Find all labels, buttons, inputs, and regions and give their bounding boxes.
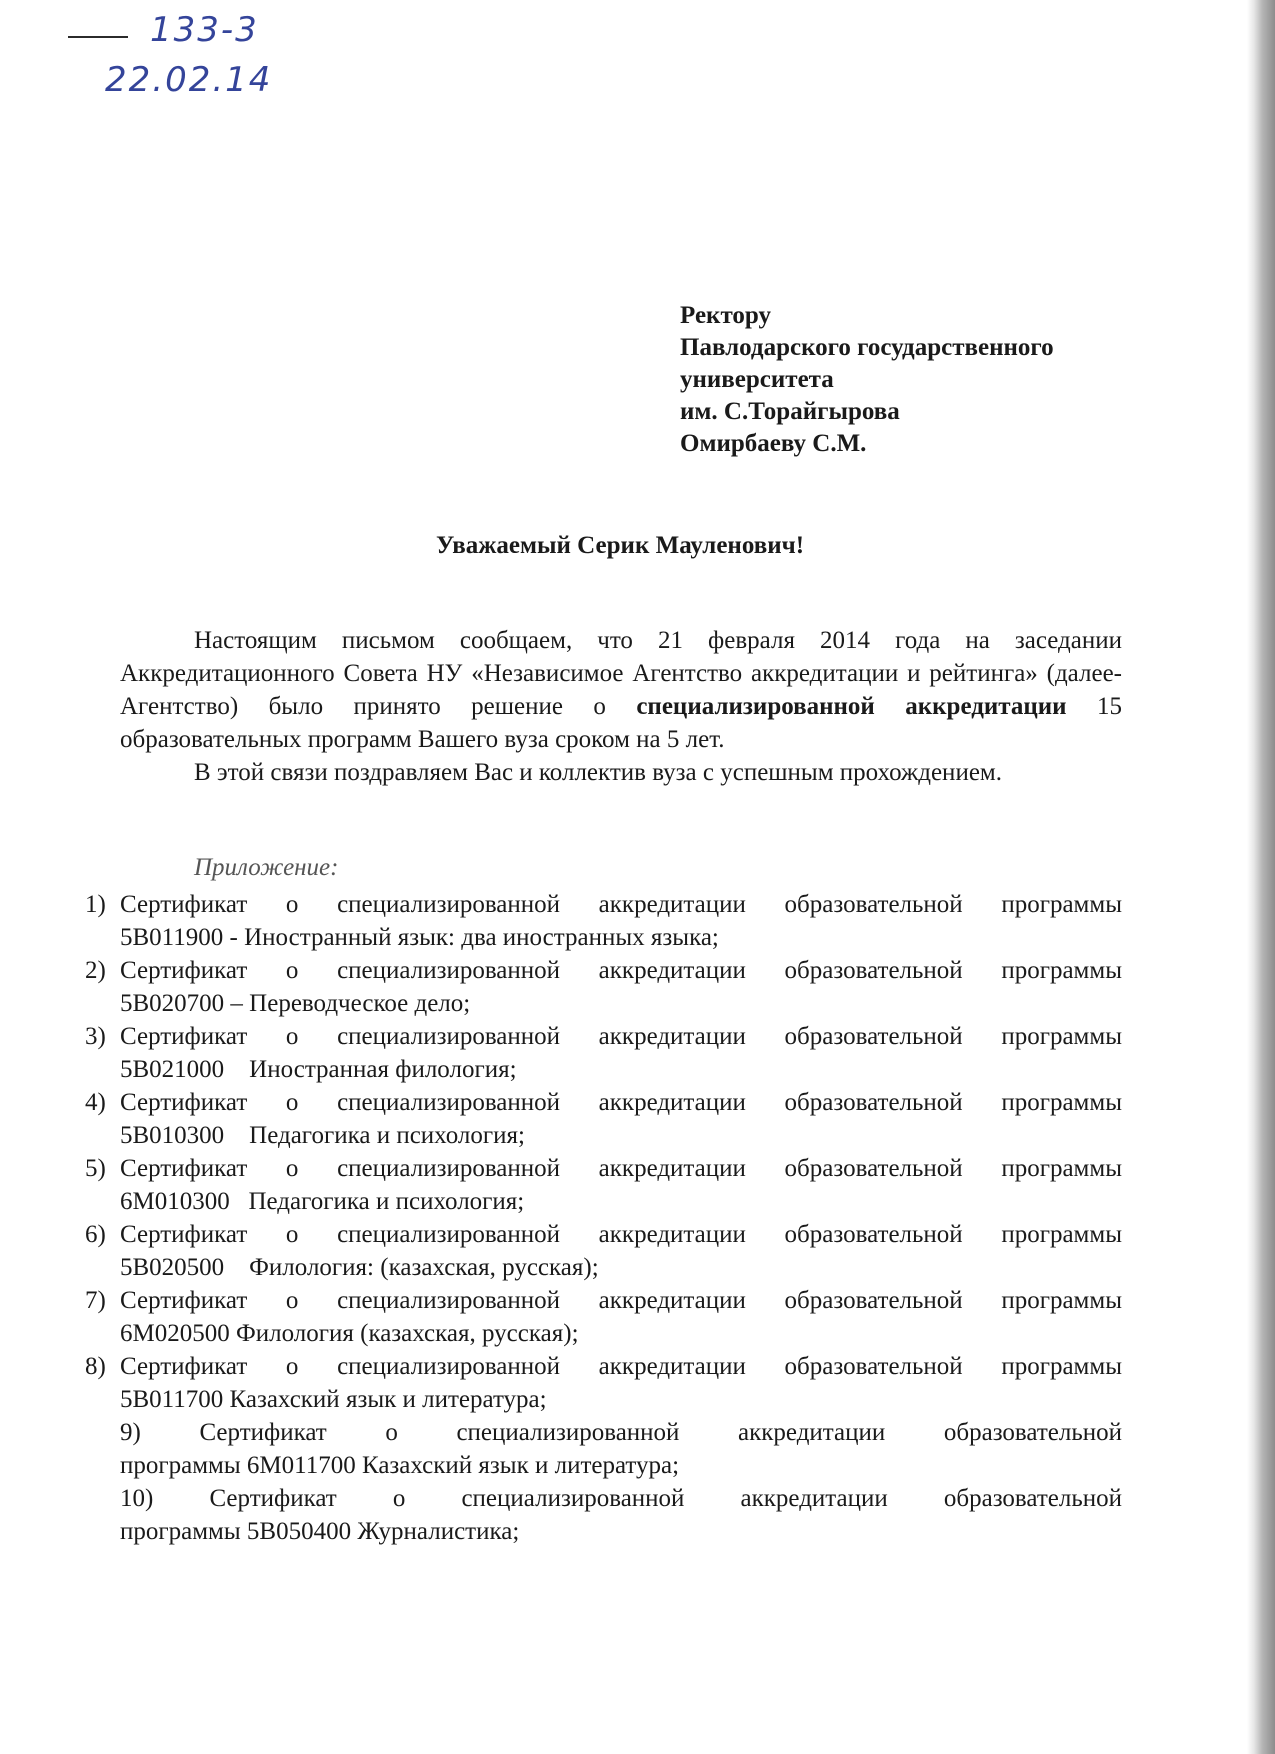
salutation: Уважаемый Серик Мауленович!	[435, 532, 805, 559]
list-item-number: 3)	[85, 1023, 106, 1050]
list-item-number: 5)	[85, 1155, 106, 1182]
list-item-text	[120, 1350, 1122, 1416]
list-item-text	[120, 1086, 1122, 1152]
paragraph-congratulation: В этой связи поздравляем Вас и коллектив вуза с успешным прохождением.	[194, 759, 1002, 786]
list-item-line: Сертификат о специализированной аккредитации образовательной программы	[120, 1221, 1122, 1248]
list-item-line: Сертификат о специализированной аккредитации образовательной программы	[120, 1353, 1122, 1380]
list-item	[0, 1218, 1275, 1284]
list-item-text	[120, 954, 1122, 1020]
list-item-line: 6М010300 Педагогика и психология;	[120, 1188, 525, 1215]
list-item-line: 6М020500 Филология (казахская, русская);	[120, 1320, 579, 1347]
list-item-line: 5В020700 – Переводческое дело;	[120, 990, 471, 1017]
list-item-text	[120, 1152, 1122, 1218]
list-item	[0, 954, 1275, 1020]
list-item-line: 5В010300 Педагогика и психология;	[120, 1122, 525, 1149]
appendix-title: Приложение:	[194, 854, 339, 881]
list-item-line-text: Сертификат о специализированной аккредитации образовательной	[199, 1419, 1123, 1446]
handwritten-date: 22.02.14	[105, 60, 273, 100]
list-item-number: 4)	[85, 1089, 106, 1116]
list-item	[0, 1020, 1275, 1086]
paragraph-announcement	[120, 624, 1122, 756]
list-item-text	[120, 1482, 1122, 1548]
list-item-line: Сертификат о специализированной аккредитации образовательной программы	[120, 1089, 1122, 1116]
list-item-line-text: Сертификат о специализированной аккредитации образовательной	[209, 1485, 1123, 1512]
list-item-number: 1)	[85, 891, 106, 918]
addressee-block	[680, 300, 1054, 460]
list-item-line: 5В011900 - Иностранный язык: два иностранных языка;	[120, 924, 719, 951]
list-item-line: Сертификат о специализированной аккредитации образовательной программы	[120, 1155, 1122, 1182]
list-item-line: 5В021000 Иностранная филология;	[120, 1056, 517, 1083]
paragraph-text: Настоящим письмом сообщаем, что 21 февраля 2014 года на заседании Аккредитационного Совета НУ «Независимое Агентство аккредитации и рейтинга» (далее-Агентство) было принято решение о	[120, 627, 1122, 720]
addressee-line: Ректору	[680, 302, 771, 329]
list-item	[0, 1152, 1275, 1218]
list-item-line: 5В020500 Филология: (казахская, русская);	[120, 1254, 599, 1281]
list-item-number: 2)	[85, 957, 106, 984]
list-item-text	[120, 888, 1122, 954]
list-item-line: программы 6М011700 Казахский язык и литература;	[120, 1452, 680, 1479]
list-item-text	[120, 1284, 1122, 1350]
list-item-line	[120, 1416, 1122, 1449]
paragraph-text: 15 образовательных программ Вашего вуза сроком на 5 лет.	[120, 693, 1123, 753]
list-item	[0, 1482, 1275, 1548]
list-item-number: 10)	[120, 1485, 154, 1512]
list-item	[0, 1416, 1275, 1482]
list-item-line: Сертификат о специализированной аккредитации образовательной программы	[120, 1287, 1122, 1314]
list-item-line: Сертификат о специализированной аккредитации образовательной программы	[120, 891, 1122, 918]
addressee-line: университета	[680, 366, 834, 393]
addressee-line: Павлодарского государственного	[680, 334, 1054, 361]
letter-body	[120, 624, 1122, 789]
handwritten-dash	[68, 36, 128, 38]
list-item-line	[120, 1482, 1122, 1515]
list-item-text	[120, 1218, 1122, 1284]
list-item	[0, 1086, 1275, 1152]
list-item-line: программы 5В050400 Журналистика;	[120, 1518, 520, 1545]
list-item-line: Сертификат о специализированной аккредитации образовательной программы	[120, 957, 1122, 984]
list-item	[0, 888, 1275, 954]
list-item-line: 5В011700 Казахский язык и литература;	[120, 1386, 547, 1413]
list-item-line: Сертификат о специализированной аккредитации образовательной программы	[120, 1023, 1122, 1050]
list-item-number: 8)	[85, 1353, 106, 1380]
appendix-list	[0, 888, 1275, 1548]
list-item-number: 9)	[120, 1419, 141, 1446]
handwritten-registration-number: 133-3	[150, 10, 259, 50]
list-item-text	[120, 1416, 1122, 1482]
addressee-line: им. С.Торайгырова	[680, 398, 900, 425]
list-item	[0, 1350, 1275, 1416]
list-item-text	[120, 1020, 1122, 1086]
list-item-number: 6)	[85, 1221, 106, 1248]
list-item-number: 7)	[85, 1287, 106, 1314]
addressee-line: Омирбаеву С.М.	[680, 430, 867, 457]
paragraph-bold-text: специализированной аккредитации	[636, 693, 1067, 720]
list-item	[0, 1284, 1275, 1350]
